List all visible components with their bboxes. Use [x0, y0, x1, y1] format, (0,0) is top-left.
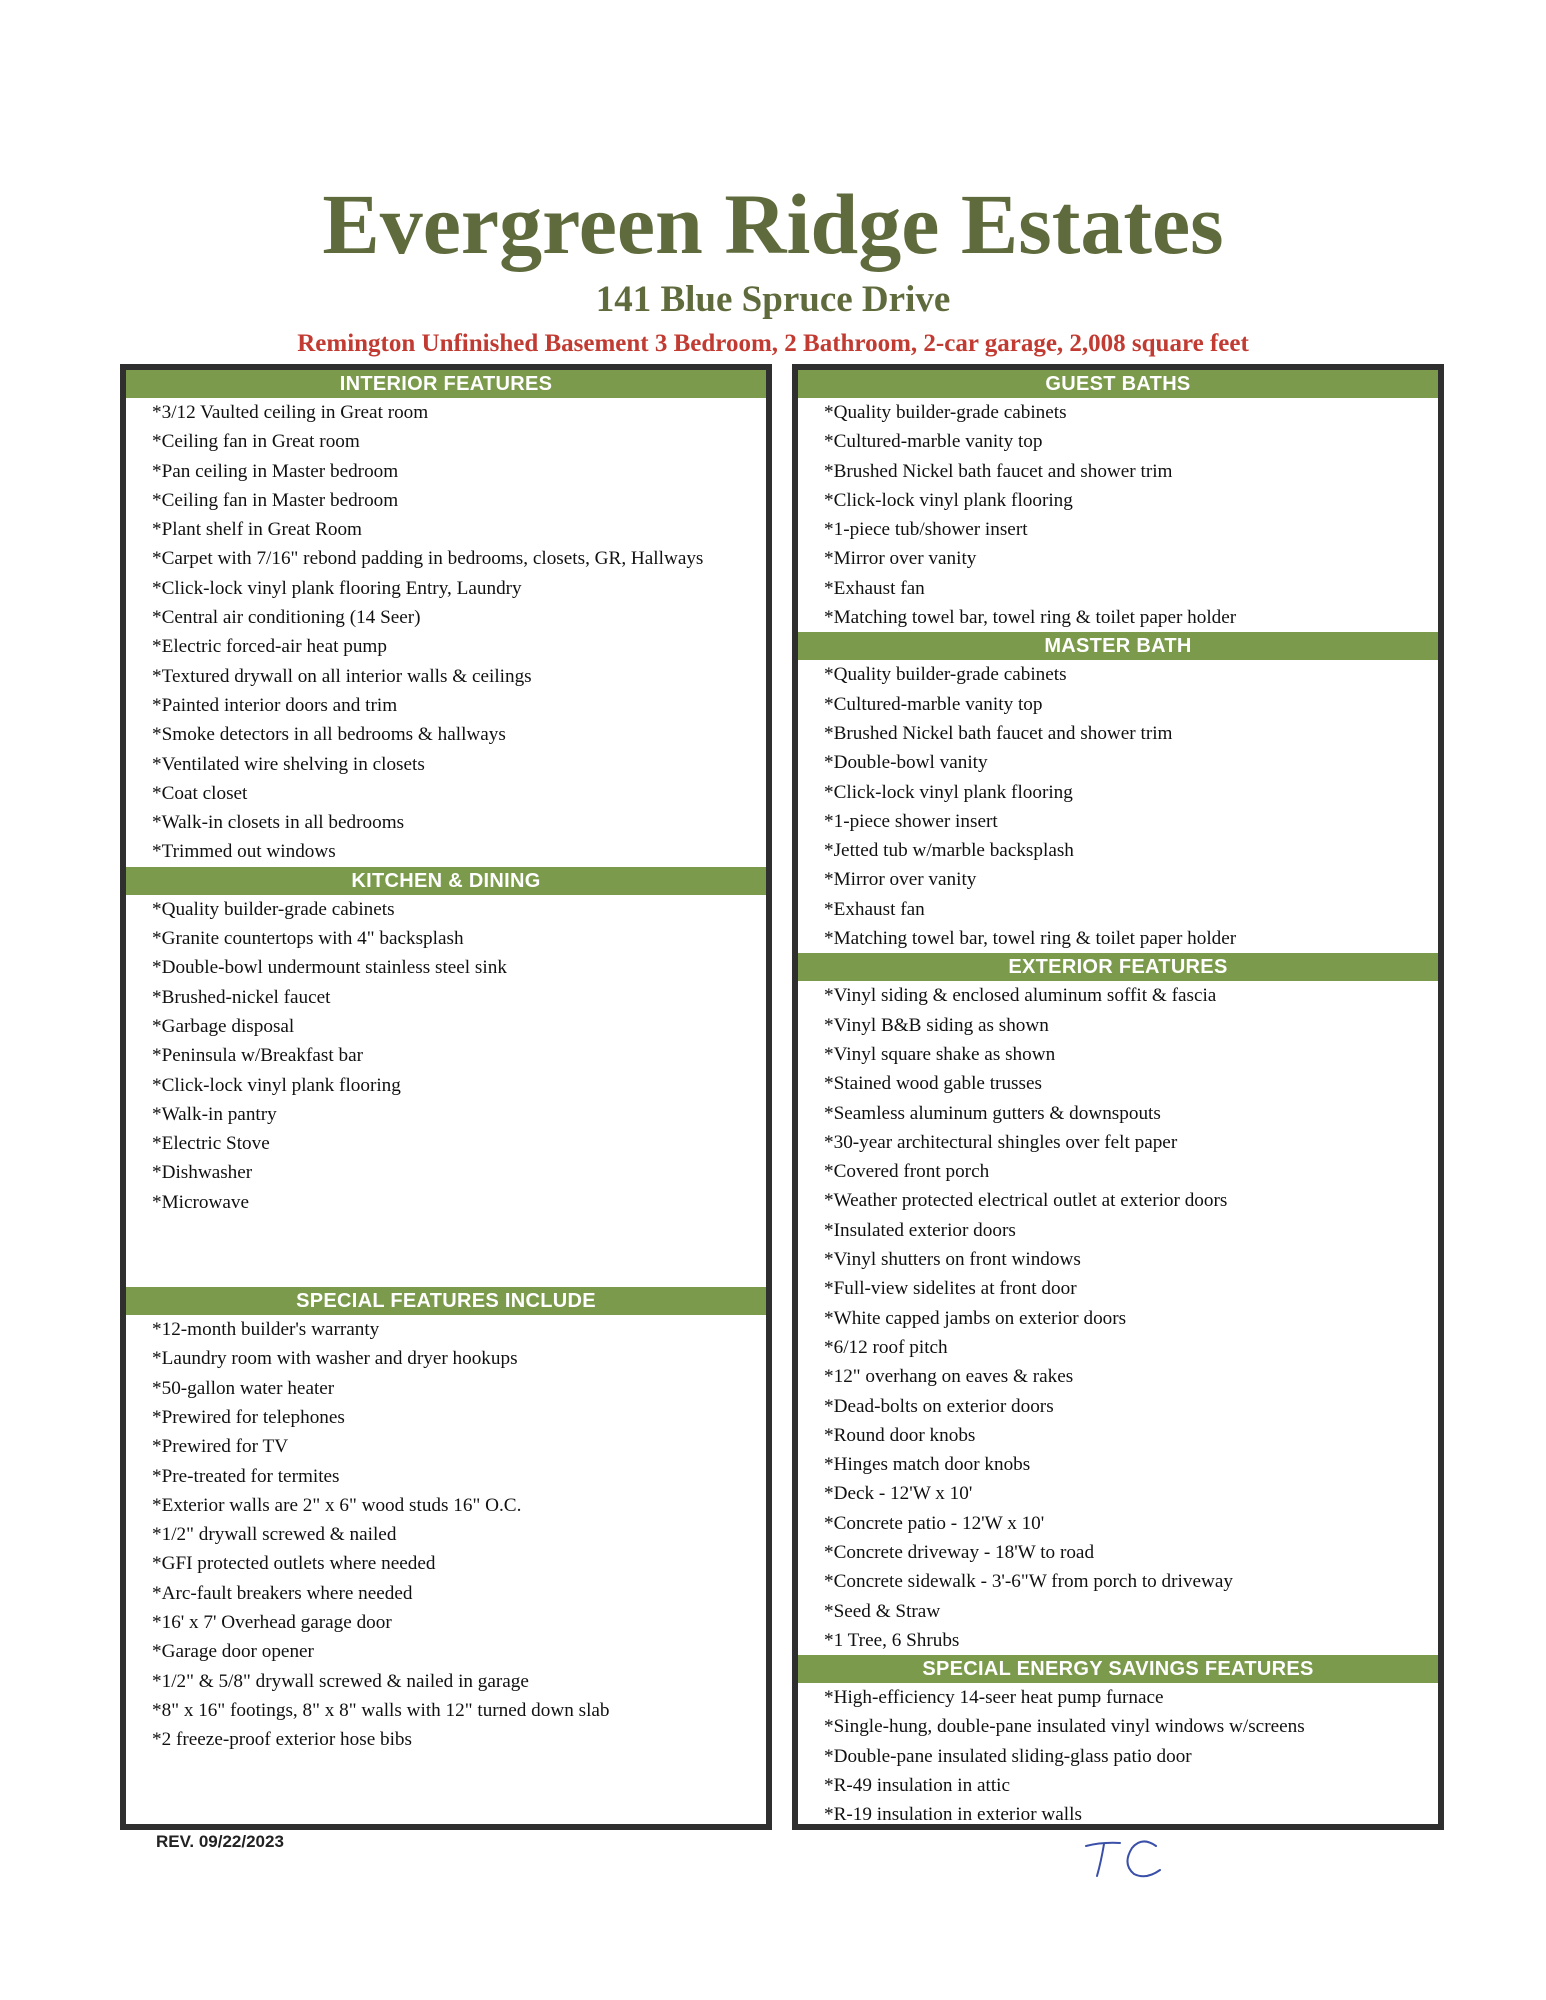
list-item: *Painted interior doors and trim	[152, 694, 398, 716]
list-item: *Hinges match door knobs	[824, 1454, 1031, 1476]
list-item: *1/2" drywall screwed & nailed	[152, 1524, 397, 1546]
list-item: *Electric forced-air heat pump	[152, 636, 387, 658]
list-item: *Walk-in closets in all bedrooms	[152, 812, 405, 834]
list-item: *Arc-fault breakers where needed	[152, 1582, 413, 1604]
list-item: *1 Tree, 6 Shrubs	[824, 1629, 960, 1651]
section-header-energy: SPECIAL ENERGY SAVINGS FEATURES	[798, 1655, 1438, 1683]
list-item: *Dishwasher	[152, 1162, 253, 1184]
section-header-kitchen: KITCHEN & DINING	[126, 867, 766, 895]
list-item: *Dead-bolts on exterior doors	[824, 1395, 1054, 1417]
section-header-exterior: EXTERIOR FEATURES	[798, 953, 1438, 981]
list-item: *Round door knobs	[824, 1424, 976, 1446]
guest-baths-list	[798, 398, 1438, 632]
list-item: *3/12 Vaulted ceiling in Great room	[152, 402, 429, 423]
handwritten-initials-signature	[1080, 1832, 1170, 1892]
list-item: *Click-lock vinyl plank flooring Entry, Laundry	[152, 577, 522, 599]
list-item: *8" x 16" footings, 8" x 8" walls with 12" turned down slab	[152, 1699, 610, 1721]
list-item: *Brushed Nickel bath faucet and shower trim	[824, 460, 1173, 482]
list-item: *Click-lock vinyl plank flooring	[824, 489, 1073, 511]
list-item: *Concrete driveway - 18'W to road	[824, 1541, 1095, 1563]
list-item: *Walk-in pantry	[152, 1103, 277, 1125]
list-item: *Click-lock vinyl plank flooring	[152, 1074, 401, 1096]
list-item: *Weather protected electrical outlet at exterior doors	[824, 1190, 1228, 1212]
page-title: Evergreen Ridge Estates	[322, 176, 1224, 272]
list-item: *R-19 insulation in exterior walls	[824, 1804, 1082, 1826]
list-item: *Pan ceiling in Master bedroom	[152, 460, 399, 482]
list-item: *Quality builder-grade cabinets	[152, 898, 395, 920]
list-item: *Coat closet	[152, 782, 248, 804]
list-item: *Garbage disposal	[152, 1015, 295, 1037]
master-bath-list	[798, 660, 1438, 953]
section-header-guest-baths: GUEST BATHS	[798, 370, 1438, 398]
list-item: *Matching towel bar, towel ring & toilet paper holder	[824, 928, 1237, 950]
list-item: *Quality builder-grade cabinets	[824, 664, 1067, 686]
list-item: *Full-view sidelites at front door	[824, 1278, 1077, 1300]
list-item: *12-month builder's warranty	[152, 1319, 380, 1341]
list-item: *Concrete sidewalk - 3'-6"W from porch to driveway	[824, 1571, 1233, 1593]
list-item: *Ceiling fan in Master bedroom	[152, 489, 399, 511]
list-item: *Mirror over vanity	[824, 548, 977, 570]
list-item: *Ceiling fan in Great room	[152, 431, 360, 453]
list-item: *Trimmed out windows	[152, 841, 336, 863]
list-item: *Quality builder-grade cabinets	[824, 402, 1067, 423]
list-item: *Pre-treated for termites	[152, 1465, 340, 1487]
list-item: *High-efficiency 14-seer heat pump furnace	[824, 1687, 1164, 1709]
address: 141 Blue Spruce Drive	[595, 279, 951, 320]
list-item: *Peninsula w/Breakfast bar	[152, 1045, 364, 1067]
list-item: *1/2" & 5/8" drywall screwed & nailed in garage	[152, 1670, 529, 1692]
list-item: *Brushed-nickel faucet	[152, 986, 331, 1008]
list-item: *Prewired for TV	[152, 1436, 289, 1458]
right-column	[792, 364, 1444, 1830]
list-item: *Vinyl siding & enclosed aluminum soffit & fascia	[824, 985, 1217, 1007]
list-item: *Cultured-marble vanity top	[824, 693, 1043, 715]
list-item: *Plant shelf in Great Room	[152, 519, 362, 541]
list-item: *Exhaust fan	[824, 577, 925, 599]
list-item: *Microwave	[152, 1191, 249, 1213]
list-item: *6/12 roof pitch	[824, 1336, 948, 1358]
list-item: *Double-bowl vanity	[824, 752, 988, 774]
list-item: *1-piece shower insert	[824, 810, 998, 832]
list-item: *R-49 insulation in attic	[824, 1775, 1010, 1797]
list-item: *Laundry room with washer and dryer hookups	[152, 1348, 518, 1370]
list-item: *Smoke detectors in all bedrooms & hallways	[152, 724, 506, 746]
list-item: *Exterior walls are 2" x 6" wood studs 16" O.C.	[152, 1494, 522, 1516]
list-item: *Click-lock vinyl plank flooring	[824, 781, 1073, 803]
list-item: *2 freeze-proof exterior hose bibs	[152, 1729, 412, 1751]
section-header-special: SPECIAL FEATURES INCLUDE	[126, 1287, 766, 1315]
list-item: *Jetted tub w/marble backsplash	[824, 840, 1074, 862]
list-item: *Matching towel bar, towel ring & toilet paper holder	[824, 607, 1237, 629]
revision-date: REV. 09/22/2023	[156, 1832, 284, 1851]
list-item: *1-piece tub/shower insert	[824, 519, 1028, 541]
list-item: *Central air conditioning (14 Seer)	[152, 607, 421, 629]
energy-features-list	[798, 1683, 1438, 1829]
list-item: *GFI protected outlets where needed	[152, 1553, 436, 1575]
list-item: *Electric Stove	[152, 1133, 270, 1155]
list-item: *Brushed Nickel bath faucet and shower trim	[824, 722, 1173, 744]
list-item: *Exhaust fan	[824, 898, 925, 920]
list-item: *Vinyl B&B siding as shown	[824, 1014, 1049, 1036]
list-item: *30-year architectural shingles over felt paper	[824, 1131, 1178, 1153]
list-item: *Seed & Straw	[824, 1600, 941, 1622]
kitchen-features-list	[126, 895, 766, 1217]
list-item: *Covered front porch	[824, 1161, 990, 1183]
list-item: *Single-hung, double-pane insulated vinyl windows w/screens	[824, 1716, 1305, 1738]
list-item: *Deck - 12'W x 10'	[824, 1483, 973, 1505]
list-item: *Vinyl shutters on front windows	[824, 1249, 1081, 1271]
list-item: *16' x 7' Overhead garage door	[152, 1611, 392, 1633]
list-item: *50-gallon water heater	[152, 1377, 335, 1399]
list-item: *Double-bowl undermount stainless steel sink	[152, 957, 507, 979]
list-item: *Ventilated wire shelving in closets	[152, 753, 425, 775]
special-features-list	[126, 1315, 766, 1754]
list-item: *Carpet with 7/16" rebond padding in bedrooms, closets, GR, Hallways	[152, 548, 704, 570]
list-item: *Mirror over vanity	[824, 869, 977, 891]
model-description: Remington Unfinished Basement 3 Bedroom, 2 Bathroom, 2-car garage, 2,008 square feet	[297, 330, 1249, 357]
list-item: *Seamless aluminum gutters & downspouts	[824, 1102, 1161, 1124]
section-header-master-bath: MASTER BATH	[798, 632, 1438, 660]
list-item: *Concrete patio - 12'W x 10'	[824, 1512, 1045, 1534]
interior-features-list	[126, 398, 766, 867]
list-item: *Vinyl square shake as shown	[824, 1043, 1056, 1065]
spacer	[126, 1217, 766, 1287]
list-item: *Double-pane insulated sliding-glass patio door	[824, 1745, 1192, 1767]
list-item: *Stained wood gable trusses	[824, 1073, 1042, 1095]
left-column	[120, 364, 772, 1830]
list-item: *Textured drywall on all interior walls & ceilings	[152, 665, 532, 687]
list-item: *Insulated exterior doors	[824, 1219, 1016, 1241]
list-item: *Prewired for telephones	[152, 1406, 345, 1428]
exterior-features-list	[798, 981, 1438, 1655]
list-item: *12" overhang on eaves & rakes	[824, 1366, 1074, 1388]
section-header-interior: INTERIOR FEATURES	[126, 370, 766, 398]
list-item: *White capped jambs on exterior doors	[824, 1307, 1127, 1329]
list-item: *Cultured-marble vanity top	[824, 431, 1043, 453]
list-item: *Granite countertops with 4" backsplash	[152, 928, 464, 950]
list-item: *Garage door opener	[152, 1641, 314, 1663]
